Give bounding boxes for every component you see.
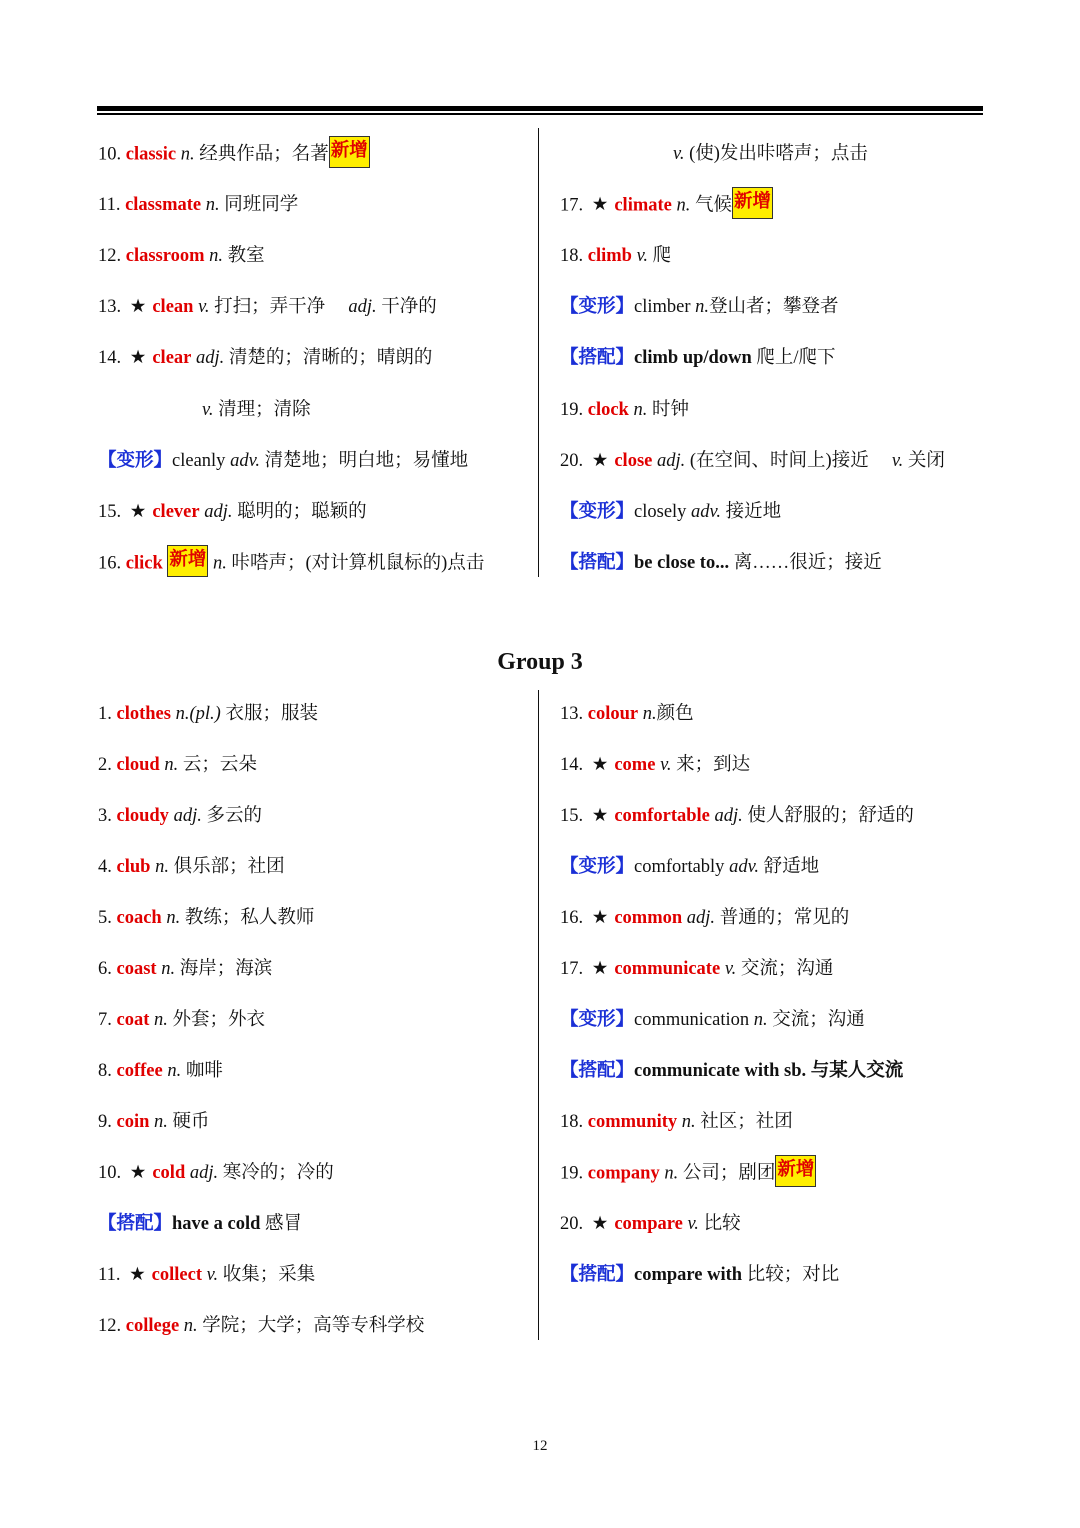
headword: cloud (116, 755, 160, 775)
vocab-entry (560, 244, 671, 268)
headword: click (125, 553, 163, 574)
entry-number: 19. (560, 1163, 588, 1184)
vocab-entry (98, 906, 314, 930)
group-title: Group 3 (497, 649, 583, 675)
part-of-speech: v. (891, 450, 904, 471)
part-of-speech: v. (673, 144, 685, 164)
part-of-speech: adj. (204, 501, 233, 522)
part-of-speech: adj. (686, 908, 716, 928)
vocab-entry (98, 500, 367, 524)
vocab-entry (560, 449, 945, 473)
entry-number: 2. (98, 755, 117, 775)
star-icon: ★ (129, 297, 147, 318)
entry-number: 16. (98, 553, 126, 574)
part-of-speech: v. (687, 1214, 699, 1234)
definition: 使人舒服的；舒适的 (742, 806, 914, 826)
definition: 来；到达 (671, 755, 751, 775)
part-of-speech: adj. (173, 806, 202, 826)
vocab-entry (673, 142, 868, 166)
derived-word: climber (634, 297, 696, 318)
headword: compare (614, 1214, 683, 1234)
entry-number: 17. (560, 195, 588, 216)
entry-number: 13. (560, 704, 588, 724)
star-icon: ★ (129, 348, 147, 369)
headword: colour (587, 704, 639, 724)
vocab-entry (98, 702, 318, 726)
entry-tag: 【变形】 (560, 857, 635, 877)
entry-number: 8. (98, 1061, 117, 1081)
definition: 交流；沟通 (736, 959, 834, 979)
headword: clock (587, 399, 629, 420)
entry-tag: 【变形】 (560, 1010, 635, 1030)
vocab-entry (560, 702, 694, 726)
definition: 教室 (223, 246, 265, 267)
vocab-entry (202, 398, 311, 422)
vocab-entry (98, 244, 265, 268)
vocab-entry (98, 346, 432, 370)
definition: 打扫；弄干净 (209, 297, 326, 318)
entry-note-line (98, 449, 468, 473)
definition: 海岸；海滨 (175, 959, 273, 979)
derived-word: communication (634, 1010, 754, 1030)
vocab-entry (98, 142, 370, 166)
vocab-entry (98, 957, 272, 981)
vocab-entry (560, 193, 773, 217)
vocab-entry (98, 551, 484, 575)
part-of-speech: adv. (729, 857, 760, 877)
entry-note-line (560, 1059, 903, 1083)
entry-note-line (98, 1212, 302, 1236)
part-of-speech: n. (205, 195, 220, 216)
entry-note-line (560, 1263, 839, 1287)
vocab-entry (98, 193, 298, 217)
vocab-entry (98, 1314, 424, 1338)
part-of-speech: n. (209, 246, 224, 267)
entry-number: 10. (98, 144, 126, 165)
vocab-entry (98, 295, 437, 319)
headword: clothes (116, 704, 171, 724)
vocab-entry (560, 1212, 741, 1236)
entry-tag: 【变形】 (560, 297, 635, 318)
entry-number: 12. (98, 246, 126, 267)
headword: coffee (116, 1061, 163, 1081)
definition: 离……很近；接近 (729, 552, 882, 573)
part-of-speech: n. (155, 857, 169, 877)
entry-number: 15. (560, 806, 588, 826)
part-of-speech: n. (167, 1061, 182, 1081)
part-of-speech: n. (642, 704, 657, 724)
part-of-speech: adj. (189, 1163, 219, 1183)
vocab-entry (98, 1263, 315, 1287)
part-of-speech: n. (154, 1010, 168, 1030)
vocab-entry (98, 753, 257, 777)
definition: 比较 (698, 1214, 741, 1234)
definition: 气候 (690, 195, 733, 216)
part-of-speech: n. (676, 195, 691, 216)
entry-number: 7. (98, 1010, 117, 1030)
entry-number: 12. (98, 1316, 126, 1336)
definition: 清楚地；明白地；易懂地 (260, 450, 469, 471)
vocab-entry (98, 1110, 210, 1134)
definition: 干净的 (376, 297, 437, 318)
entry-note-line (560, 855, 819, 879)
header-rule-thick (97, 106, 983, 111)
definition: 清理；清除 (213, 399, 311, 420)
definition: 比较；对比 (742, 1265, 840, 1285)
vocab-entry (98, 1008, 265, 1032)
definition: 爬上/爬下 (751, 348, 836, 369)
part-of-speech: n. (633, 399, 648, 420)
phrase: be close to... (634, 552, 730, 573)
entry-number: 17. (560, 959, 588, 979)
entry-number: 4. (98, 857, 117, 877)
definition: 学院；大学；高等专科学校 (197, 1316, 425, 1336)
vocab-entry (560, 1110, 793, 1134)
part-of-speech: n. (695, 297, 710, 318)
definition: 时钟 (647, 399, 689, 420)
definition: 咖啡 (181, 1061, 223, 1081)
definition: 聪明的；聪颖的 (232, 501, 367, 522)
part-of-speech: v. (724, 959, 737, 979)
headword: clever (152, 501, 200, 522)
entry-tag: 【搭配】 (560, 552, 635, 573)
vocab-entry (560, 906, 849, 930)
definition: 交流；沟通 (767, 1010, 865, 1030)
definition: 关闭 (903, 450, 945, 471)
definition: 外套；外衣 (167, 1010, 266, 1030)
part-of-speech: n. (213, 553, 227, 574)
star-icon: ★ (129, 1265, 146, 1285)
vocab-entry (98, 1161, 334, 1185)
entry-number: 6. (98, 959, 117, 979)
derived-word: comfortably (634, 857, 730, 877)
entry-number: 19. (560, 399, 588, 420)
definition: 同班同学 (219, 195, 299, 216)
part-of-speech: adv. (230, 450, 261, 471)
entry-note-line (560, 295, 839, 319)
part-of-speech: adj. (196, 348, 225, 369)
definition: 收集；采集 (218, 1265, 316, 1285)
headword: cold (152, 1163, 186, 1183)
entry-number: 20. (560, 450, 588, 471)
part-of-speech: n. (161, 959, 176, 979)
vocab-entry (560, 957, 833, 981)
entry-number: 1. (98, 704, 117, 724)
entry-tag: 【变形】 (98, 450, 173, 471)
part-of-speech: n. (164, 755, 179, 775)
star-icon: ★ (591, 1214, 609, 1234)
part-of-speech: n.(pl.) (175, 704, 221, 724)
entry-tag: 【搭配】 (560, 348, 635, 369)
entry-tag: 【搭配】 (560, 1061, 635, 1081)
phrase: communicate with sb. 与某人交流 (634, 1061, 904, 1081)
part-of-speech: n. (154, 1112, 168, 1132)
star-icon: ★ (591, 195, 609, 216)
definition: 爬 (648, 246, 672, 267)
entry-tag: 【变形】 (560, 501, 635, 522)
vocab-entry (560, 804, 914, 828)
definition: 寒冷的；冷的 (218, 1163, 334, 1183)
headword: collect (151, 1265, 202, 1285)
headword: company (587, 1163, 660, 1184)
entry-number: 13. (98, 297, 126, 318)
entry-number: 11. (98, 195, 126, 216)
phrase: have a cold (172, 1214, 261, 1234)
derived-word: cleanly (172, 450, 231, 471)
headword: climate (614, 195, 672, 216)
new-badge: 新增 (329, 136, 370, 168)
part-of-speech: v. (202, 399, 214, 420)
definition: 硬币 (167, 1112, 210, 1132)
definition: 感冒 (260, 1214, 303, 1234)
headword: classic (125, 144, 177, 165)
headword: coat (116, 1010, 150, 1030)
star-icon: ★ (591, 959, 609, 979)
headword: coin (116, 1112, 150, 1132)
headword: coach (116, 908, 162, 928)
phrase: compare with (634, 1265, 743, 1285)
vocab-entry (98, 804, 262, 828)
star-icon: ★ (591, 755, 609, 775)
headword: club (116, 857, 151, 877)
vocab-entry (98, 1059, 223, 1083)
definition: 衣服；服装 (220, 704, 318, 724)
definition: 舒适地 (759, 857, 820, 877)
part-of-speech: adj. (714, 806, 743, 826)
entry-number: 9. (98, 1112, 117, 1132)
derived-word: closely (634, 501, 692, 522)
column-divider-1 (538, 128, 539, 577)
new-badge: 新增 (732, 187, 773, 219)
vocab-entry (560, 1161, 816, 1185)
part-of-speech: v. (198, 297, 210, 318)
entry-note-line (560, 500, 781, 524)
part-of-speech: v. (660, 755, 672, 775)
headword: coast (116, 959, 157, 979)
entry-number: 18. (560, 246, 588, 267)
entry-tag: 【搭配】 (560, 1265, 635, 1285)
headword: close (614, 450, 653, 471)
headword: common (614, 908, 683, 928)
definition: 云；云朵 (178, 755, 257, 775)
star-icon: ★ (591, 806, 609, 826)
entry-note-line (560, 551, 882, 575)
definition: 普通的；常见的 (715, 908, 850, 928)
entry-number: 15. (98, 501, 126, 522)
headword: clear (152, 348, 192, 369)
part-of-speech: n. (753, 1010, 768, 1030)
headword: college (125, 1316, 180, 1336)
part-of-speech: adv. (691, 501, 722, 522)
entry-number: 18. (560, 1112, 588, 1132)
headword: cloudy (116, 806, 169, 826)
vocab-entry (560, 398, 689, 422)
definition: 颜色 (656, 704, 694, 724)
page-number: 12 (532, 1438, 548, 1454)
definition: 多云的 (201, 806, 262, 826)
vocab-entry (98, 855, 285, 879)
entry-number: 16. (560, 908, 588, 928)
star-icon: ★ (129, 501, 147, 522)
definition: 俱乐部；社团 (168, 857, 285, 877)
headword: comfortable (614, 806, 710, 826)
star-icon: ★ (129, 1163, 147, 1183)
definition: 清楚的；清晰的；晴朗的 (224, 348, 433, 369)
part-of-speech: adj. (348, 297, 377, 318)
definition: 咔嗒声；(对计算机鼠标的)点击 (226, 553, 485, 574)
part-of-speech: n. (166, 908, 181, 928)
vocab-entry (560, 753, 750, 777)
part-of-speech: n. (180, 144, 195, 165)
entry-number: 20. (560, 1214, 588, 1234)
entry-note-line (560, 346, 836, 370)
definition: (使)发出咔嗒声；点击 (684, 144, 868, 164)
entry-number: 14. (560, 755, 588, 775)
headword: communicate (614, 959, 721, 979)
part-of-speech: v. (636, 246, 649, 267)
definition: 教练；私人教师 (180, 908, 315, 928)
headword: come (614, 755, 656, 775)
headword: climb (587, 246, 632, 267)
entry-number: 14. (98, 348, 126, 369)
entry-note-line (560, 1008, 865, 1032)
part-of-speech: n. (681, 1112, 696, 1132)
definition: 登山者；攀登者 (709, 297, 839, 318)
headword: clean (152, 297, 194, 318)
entry-number: 5. (98, 908, 117, 928)
entry-tag: 【搭配】 (98, 1214, 173, 1234)
phrase: climb up/down (634, 348, 752, 369)
definition: 社区；社团 (695, 1112, 793, 1132)
new-badge: 新增 (775, 1155, 816, 1187)
entry-number: 10. (98, 1163, 126, 1183)
column-divider-2 (538, 690, 539, 1340)
part-of-speech: n. (183, 1316, 198, 1336)
part-of-speech: adj. (656, 450, 686, 471)
header-rule-thin (97, 113, 983, 115)
star-icon: ★ (591, 450, 609, 471)
new-badge: 新增 (167, 545, 208, 577)
entry-number: 3. (98, 806, 117, 826)
part-of-speech: n. (664, 1163, 679, 1184)
entry-number: 11. (98, 1265, 126, 1285)
star-icon: ★ (591, 908, 609, 928)
part-of-speech: v. (206, 1265, 219, 1285)
definition: 接近地 (721, 501, 782, 522)
headword: community (587, 1112, 678, 1132)
headword: classmate (125, 195, 202, 216)
definition: 经典作品；名著 (194, 144, 329, 165)
headword: classroom (125, 246, 205, 267)
definition: (在空间、时间上)接近 (685, 450, 869, 471)
definition: 公司；剧团 (678, 1163, 776, 1184)
